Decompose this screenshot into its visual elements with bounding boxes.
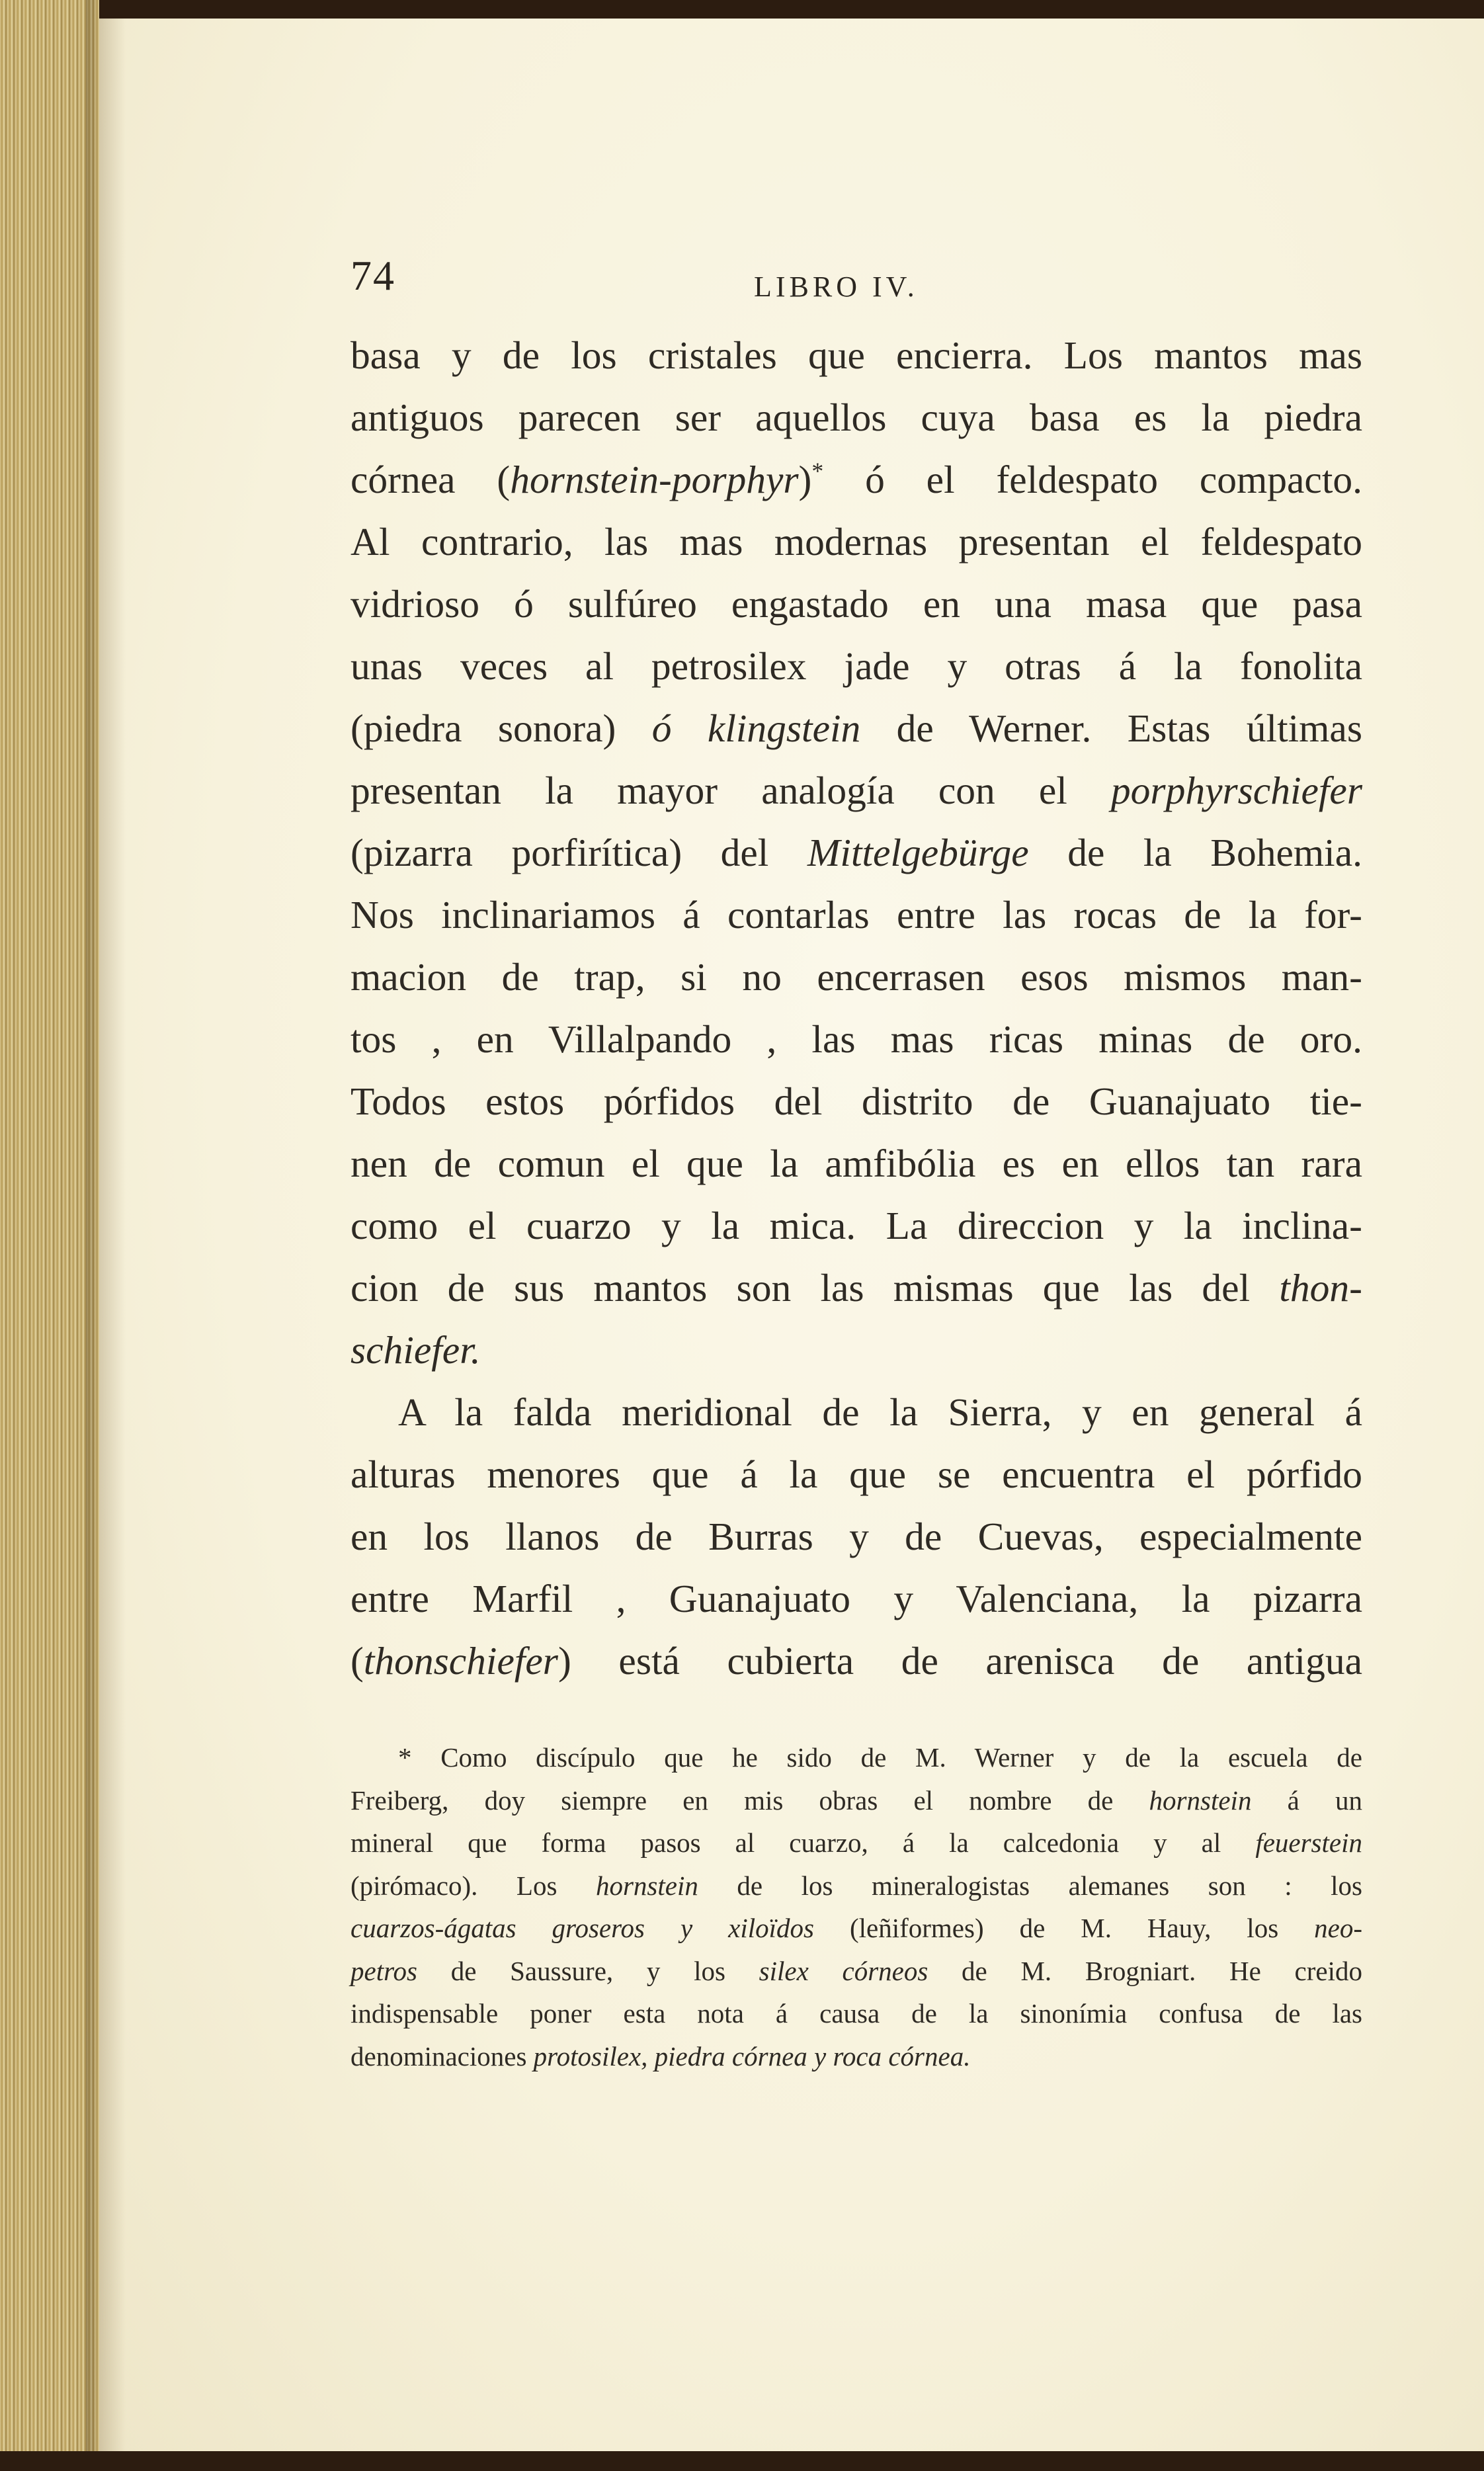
italic-term: hornstein	[595, 1870, 698, 1901]
text-line: entre Marfil , Guanajuato y Valenciana, la pizarra	[350, 1577, 1362, 1620]
footnote-line: * Como discípulo que he sido de M. Werner y de la escuela de	[398, 1742, 1362, 1773]
text-run: Freiberg, doy siempre en mis obras el nombre de	[350, 1784, 1149, 1816]
text-line: macion de trap, si no encerrasen esos mismos man-	[350, 955, 1362, 999]
footnote-line	[350, 1779, 1362, 1822]
italic-term: thonschiefer	[363, 1639, 558, 1683]
text-line: alturas menores que á la que se encuentra el pórfido	[350, 1452, 1362, 1496]
text-run: á un	[1251, 1784, 1363, 1816]
running-head: LIBRO IV.	[754, 271, 919, 303]
italic-term: hornstein-porphyr	[510, 458, 799, 501]
text-line	[350, 1630, 1362, 1692]
text-run: (leñiformes) de M. Hauy, los	[814, 1913, 1315, 1943]
text-line: en los llanos de Burras y de Cuevas, especialmente	[350, 1515, 1362, 1558]
page-number: 74	[350, 252, 395, 299]
text-line	[350, 697, 1362, 759]
text-line: nen de comun el que la amfibólia es en ellos tan rara	[350, 1142, 1362, 1185]
text-run: (pizarra porfirítica) del	[350, 831, 807, 874]
footnote-marker: *	[811, 458, 824, 485]
footnote-line	[350, 1822, 1362, 1864]
italic-term: silex córneos	[759, 1955, 928, 1986]
italic-term: Mittelgebürge	[807, 831, 1029, 874]
top-shadow	[0, 0, 1484, 19]
text-line: vidrioso ó sulfúreo engastado en una masa que pasa	[350, 582, 1362, 626]
text-run: córnea (	[350, 458, 511, 501]
text-run: de M. Brogniart. He creido	[928, 1955, 1362, 1986]
text-line: antiguos parecen ser aquellos cuya basa es la piedra	[350, 396, 1362, 439]
italic-term: protosilex, piedra córnea y roca córnea.	[533, 2040, 971, 2072]
italic-term: cuarzos-ágatas groseros y xiloïdos	[350, 1913, 814, 1943]
page-header	[350, 251, 1362, 304]
footnote	[350, 1736, 1362, 2077]
text-run: de los mineralogistas alemanes son : los	[698, 1870, 1362, 1901]
italic-term: hornstein	[1149, 1784, 1252, 1816]
text-run: )	[798, 458, 812, 501]
text-run: ó el feldespato compacto.	[823, 458, 1362, 501]
italic-term: porphyrschiefer	[1110, 769, 1362, 812]
text-run: mineral que forma pasos al cuarzo, á la calcedonia y al	[350, 1827, 1256, 1858]
main-text	[350, 324, 1362, 1692]
italic-term: petros	[350, 1955, 417, 1986]
text-run: denominaciones	[350, 2040, 534, 2072]
text-run: presentan la mayor analogía con el	[350, 769, 1111, 812]
book-page-edges	[0, 0, 99, 2471]
text-line: como el cuarzo y la mica. La direccion y la inclina-	[350, 1204, 1362, 1247]
footnote-line	[350, 1864, 1362, 1907]
text-run: de Werner. Estas últimas	[860, 706, 1362, 750]
text-line: Al contrario, las mas modernas presentan el feldespato	[350, 520, 1362, 564]
text-run: de la Bohemia.	[1028, 831, 1363, 874]
text-line: Todos estos pórfidos del distrito de Guanajuato tie-	[350, 1079, 1362, 1123]
text-run: (piedra sonora)	[350, 706, 652, 750]
text-run: de Saussure, y los	[417, 1955, 759, 1986]
text-line: unas veces al petrosilex jade y otras á la fonolita	[350, 644, 1362, 688]
text-line: basa y de los cristales que encierra. Los mantos mas	[350, 333, 1362, 377]
text-line	[350, 1257, 1362, 1319]
footnote-line	[350, 1950, 1362, 1993]
text-run: cion de sus mantos son las mismas que las del	[350, 1266, 1280, 1310]
italic-term: neo-	[1314, 1913, 1362, 1943]
text-line: Nos inclinariamos á contarlas entre las rocas de la for-	[350, 893, 1362, 937]
text-line: schiefer.	[350, 1328, 481, 1372]
text-line: tos , en Villalpando , las mas ricas minas de oro.	[350, 1017, 1362, 1061]
text-line	[350, 759, 1362, 821]
bottom-shadow	[0, 2451, 1484, 2471]
text-run: ) está cubierta de arenisca de antigua	[557, 1639, 1362, 1683]
italic-term: thon-	[1279, 1266, 1362, 1310]
text-line	[350, 821, 1362, 884]
text-run: (pirómaco). Los	[350, 1870, 596, 1901]
text-line: A la falda meridional de la Sierra, y en general á	[398, 1390, 1362, 1434]
italic-term: ó klingstein	[651, 706, 861, 750]
footnote-line	[350, 2035, 1362, 2078]
footnote-line	[350, 1907, 1362, 1950]
italic-term: feuerstein	[1255, 1827, 1362, 1858]
text-run: (	[350, 1639, 364, 1683]
text-line	[350, 448, 1362, 511]
footnote-line: indispensable poner esta nota á causa de la sinonímia confusa de las	[350, 1998, 1362, 2029]
